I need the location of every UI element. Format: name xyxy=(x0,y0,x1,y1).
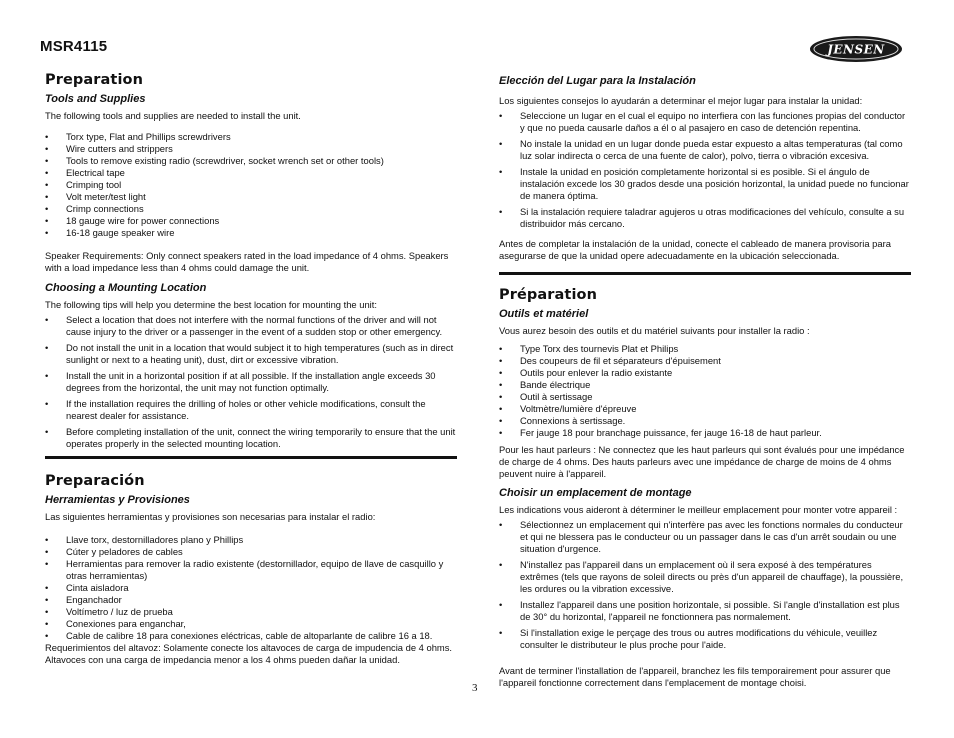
list-item: • Before completing installation of the unit, connect the wiring temporarily to ensure that the unit operates properly in the selected mounting location. xyxy=(45,426,457,450)
list-item: • Si la instalación requiere taladrar agujeros u otras modificaciones del vehículo, consulte a su distribuidor más cercano. xyxy=(499,206,911,230)
location-intro-en: The following tips will help you determine the best location for mounting the unit: xyxy=(45,299,377,310)
list-item: • Instale la unidad en posición completamente horizontal si es posible. Si el ángulo de instalación excede los 30 grados desde una posición horizontal, la unidad puede no funcionar de manera óptima. xyxy=(499,166,911,202)
tools-intro-en: The following tools and supplies are needed to install the unit. xyxy=(45,110,301,121)
list-item: • Voltmètre/lumière d'épreuve xyxy=(499,403,911,415)
section-title-en: Preparation xyxy=(45,72,143,88)
section-divider xyxy=(499,272,911,275)
closing-es: Antes de completar la instalación de la unidad, conecte el cableado de manera provisoria para asegurarse de que la unidad opere adecuadamente en la ubicación seleccionada. xyxy=(499,238,891,261)
list-item: • Conexiones para enganchar, xyxy=(45,618,457,630)
list-item: • Type Torx des tournevis Plat et Philips xyxy=(499,343,911,355)
list-item: • Cable de calibre 18 para conexiones eléctricas, cable de altoparlante de calibre 16 a 18. xyxy=(45,630,457,642)
spanish-location-section xyxy=(499,75,911,262)
list-item: • Si l'installation exige le perçage des trous ou autres modifications du véhicule, veuillez consulter le distributeur le plus proche pour l'aide. xyxy=(499,627,911,651)
list-item: • Connexions à sertissage. xyxy=(499,415,911,427)
list-item: • Do not install the unit in a location that would subject it to high temperatures (such as in direct sunlight or next to a heating unit), dust, dirt or excessive vibration. xyxy=(45,342,457,366)
list-item: • If the installation requires the drilling of holes or other vehicle modifications, consult the nearest dealer for assistance. xyxy=(45,398,457,422)
section-divider xyxy=(45,456,457,459)
list-item: • Installez l'appareil dans une position horizontale, si possible. Si l'angle d'installation est plus de 30° du horizontal, l'appareil ne fonctionnera pas normalement. xyxy=(499,599,911,623)
list-item: • Voltímetro / luz de prueba xyxy=(45,606,457,618)
speaker-note-fr: Pour les haut parleurs : Ne connectez que les haut parleurs qui sont évalués pour une impédance de charge de 4 ohms. Des hauts parleurs avec une impédance de charge de moins de 4 ohms peuvent nuire à l'appareil. xyxy=(499,444,905,479)
location-heading-en: Choosing a Mounting Location xyxy=(45,282,207,294)
list-item: • Torx type, Flat and Phillips screwdrivers xyxy=(45,131,457,143)
speaker-note-en: Speaker Requirements: Only connect speakers rated in the load impedance of 4 ohms. Speakers with a load impedance less than 4 ohms could damage the unit. xyxy=(45,250,449,273)
tools-intro-fr: Vous aurez besoin des outils et du matériel suivants pour installer la radio : xyxy=(499,325,810,336)
location-intro-es: Los siguientes consejos lo ayudarán a determinar el mejor lugar para instalar la unidad: xyxy=(499,95,863,106)
list-item: • Wire cutters and strippers xyxy=(45,143,457,155)
list-item: • Install the unit in a horizontal position if at all possible. If the installation angle exceeds 30 degrees from the horizontal, the unit may not function optimally. xyxy=(45,370,457,394)
page-number: 3 xyxy=(472,682,478,694)
speaker-note-es: Requerimientos del altavoz: Solamente conecte los altavoces de carga de impudencia de 4 ohms. Altavoces con una carga de impedancia menor a los 4 ohms pueden dañar la unidad. xyxy=(45,642,453,665)
tools-heading-es: Herramientas y Provisiones xyxy=(45,494,190,506)
spanish-tools-section xyxy=(45,475,457,666)
list-item: • Crimp connections xyxy=(45,203,457,215)
location-heading-fr: Choisir un emplacement de montage xyxy=(499,487,692,499)
list-item: • Electrical tape xyxy=(45,167,457,179)
tools-heading-en: Tools and Supplies xyxy=(45,93,146,105)
english-section xyxy=(45,74,457,450)
location-tips-fr xyxy=(499,519,911,651)
closing-fr: Avant de terminer l'installation de l'appareil, branchez les fils temporairement pour assurer que l'appareil fonctionne correctement dans l'emplacement de montage choisi. xyxy=(499,665,891,688)
location-intro-fr: Les indications vous aideront à déterminer le meilleur emplacement pour monter votre appareil : xyxy=(499,504,898,515)
location-tips-es xyxy=(499,110,911,230)
tools-list-es xyxy=(45,534,457,642)
model-number: MSR4115 xyxy=(40,38,108,55)
list-item: • Tools to remove existing radio (screwdriver, socket wrench set or other tools) xyxy=(45,155,457,167)
tools-intro-es: Las siguientes herramientas y provisiones son necesarias para instalar el radio: xyxy=(45,511,376,522)
right-column xyxy=(499,75,911,689)
list-item: • Select a location that does not interfere with the normal functions of the driver and will not cause injury to the driver or a passenger in the event of a sudden stop or other emergency. xyxy=(45,314,457,338)
list-item: • 18 gauge wire for power connections xyxy=(45,215,457,227)
logo-text: JENSEN xyxy=(827,42,885,57)
list-item: • Llave torx, destornilladores plano y Phillips xyxy=(45,534,457,546)
list-item: • Volt meter/test light xyxy=(45,191,457,203)
tools-list-en xyxy=(45,131,457,239)
tools-heading-fr: Outils et matériel xyxy=(499,308,589,320)
french-section xyxy=(499,289,911,689)
list-item: • Outils pour enlever la radio existante xyxy=(499,367,911,379)
list-item: • Sélectionnez un emplacement qui n'interfère pas avec les fonctions normales du conducteur et qui ne blessera pas le conducteur ou un passager dans le cas d'un arrêt soudain ou une situation d'urgence. xyxy=(499,519,911,555)
list-item: • No instale la unidad en un lugar donde pueda estar expuesto a altas temperaturas (tal como luz solar indirecta o cerca de una fuente de calor), polvo, tierra o vibración excesiva. xyxy=(499,138,911,162)
tools-list-fr xyxy=(499,343,911,439)
list-item: • Crimping tool xyxy=(45,179,457,191)
list-item: • Cúter y peladores de cables xyxy=(45,546,457,558)
left-column xyxy=(45,74,457,666)
section-title-fr: Préparation xyxy=(499,287,597,303)
jensen-logo xyxy=(808,34,904,64)
list-item: • Fer jauge 18 pour branchage puissance, fer jauge 16-18 de haut parleur. xyxy=(499,427,911,439)
list-item: • Outil à sertissage xyxy=(499,391,911,403)
list-item: • Des coupeurs de fil et séparateurs d'épuisement xyxy=(499,355,911,367)
list-item: • N'installez pas l'appareil dans un emplacement où il sera exposé à des températures extrêmes (tels que rayons de soleil directs ou près d'un appareil de chauffage), la poussière, les ordures ou la vibration excessive. xyxy=(499,559,911,595)
location-tips-en xyxy=(45,314,457,450)
list-item: • Enganchador xyxy=(45,594,457,606)
location-heading-es: Elección del Lugar para la Instalación xyxy=(499,75,696,87)
list-item: • Bande électrique xyxy=(499,379,911,391)
list-item: • Seleccione un lugar en el cual el equipo no interfiera con las funciones propias del conductor y que no pueda causarle daños a él o al pasajero en caso de detención repentina. xyxy=(499,110,911,134)
section-title-es: Preparación xyxy=(45,473,145,489)
list-item: • Cinta aisladora xyxy=(45,582,457,594)
list-item: • 16-18 gauge speaker wire xyxy=(45,227,457,239)
list-item: • Herramientas para remover la radio existente (destornillador, equipo de llave de casquillo y otras herramientas) xyxy=(45,558,457,582)
